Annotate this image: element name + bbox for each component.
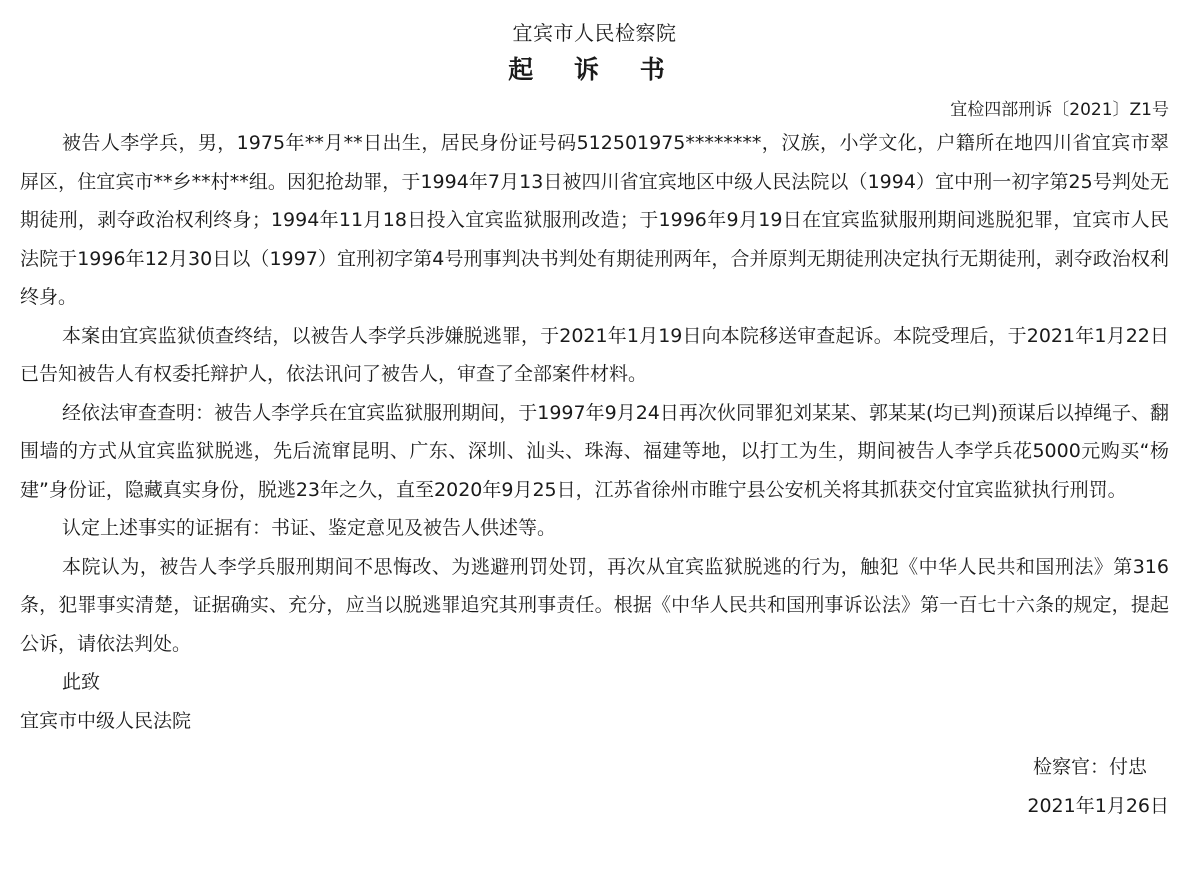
paragraph-facts: 经依法审查查明：被告人李学兵在宜宾监狱服刑期间，于1997年9月24日再次伙同罪犯刘某某、郭某某(均已判)预谋后以掉绳子、翻围墙的方式从宜宾监狱脱逃，先后流窜昆明、广东、深圳、汕头、珠海、福建等地，以打工为生，期间被告人李学兵花5000元购买“杨建”身份证，隐藏真实身份，脱逃23年之久，直至2020年9月25日，江苏省徐州市睢宁县公安机关将其抓获交付宜宾监狱执行刑罚。 [20,401,1169,501]
addressee: 宜宾市中级人民法院 [20,709,192,732]
paragraph-case-transfer: 本案由宜宾监狱侦查终结，以被告人李学兵涉嫌脱逃罪，于2021年1月19日向本院移送审查起诉。本院受理后，于2021年1月22日已告知被告人有权委托辩护人，依法讯问了被告人，审查了全部案件材料。 [20,324,1169,385]
prosecutor-signature: 检察官：付忠 [1032,756,1147,778]
document-date: 2021年1月26日 [1027,794,1169,817]
salutation: 此致 [62,671,101,693]
paragraph-evidence: 认定上述事实的证据有：书证、鉴定意见及被告人供述等。 [62,517,557,539]
document-body [20,124,1169,740]
issuing-organization: 宜宾市人民检察院 [512,21,677,45]
paragraph-defendant-info: 被告人李学兵，男，1975年**月**日出生，居民身份证号码512501975********，汉族，小学文化，户籍所在地四川省宜宾市翠屏区，住宜宾市**乡**村**组。因犯抢劫罪，于1994年7月13日被四川省宜宾地区中级人民法院以（1994）宜中刑一初字第25号判处无期徒刑，剥夺政治权利终身；1994年11月18日投入宜宾监狱服刑改造；于1996年9月19日在宜宾监狱服刑期间逃脱犯罪，宜宾市人民法院于1996年12月30日以（1997）宜刑初字第4号刑事判决书判处有期徒刑两年，合并原判无期徒刑决定执行无期徒刑，剥夺政治权利终身。 [20,132,1169,308]
paragraph-conclusion: 本院认为，被告人李学兵服刑期间不思悔改、为逃避刑罚处罚，再次从宜宾监狱脱逃的行为，触犯《中华人民共和国刑法》第316条，犯罪事实清楚，证据确实、充分，应当以脱逃罪追究其刑事责任。根据《中华人民共和国刑事诉讼法》第一百七十六条的规定，提起公诉，请依法判处。 [20,555,1169,655]
document-title: 起 诉 书 [508,55,681,84]
document-number: 宜检四部刑诉〔2021〕Z1号 [950,100,1169,120]
